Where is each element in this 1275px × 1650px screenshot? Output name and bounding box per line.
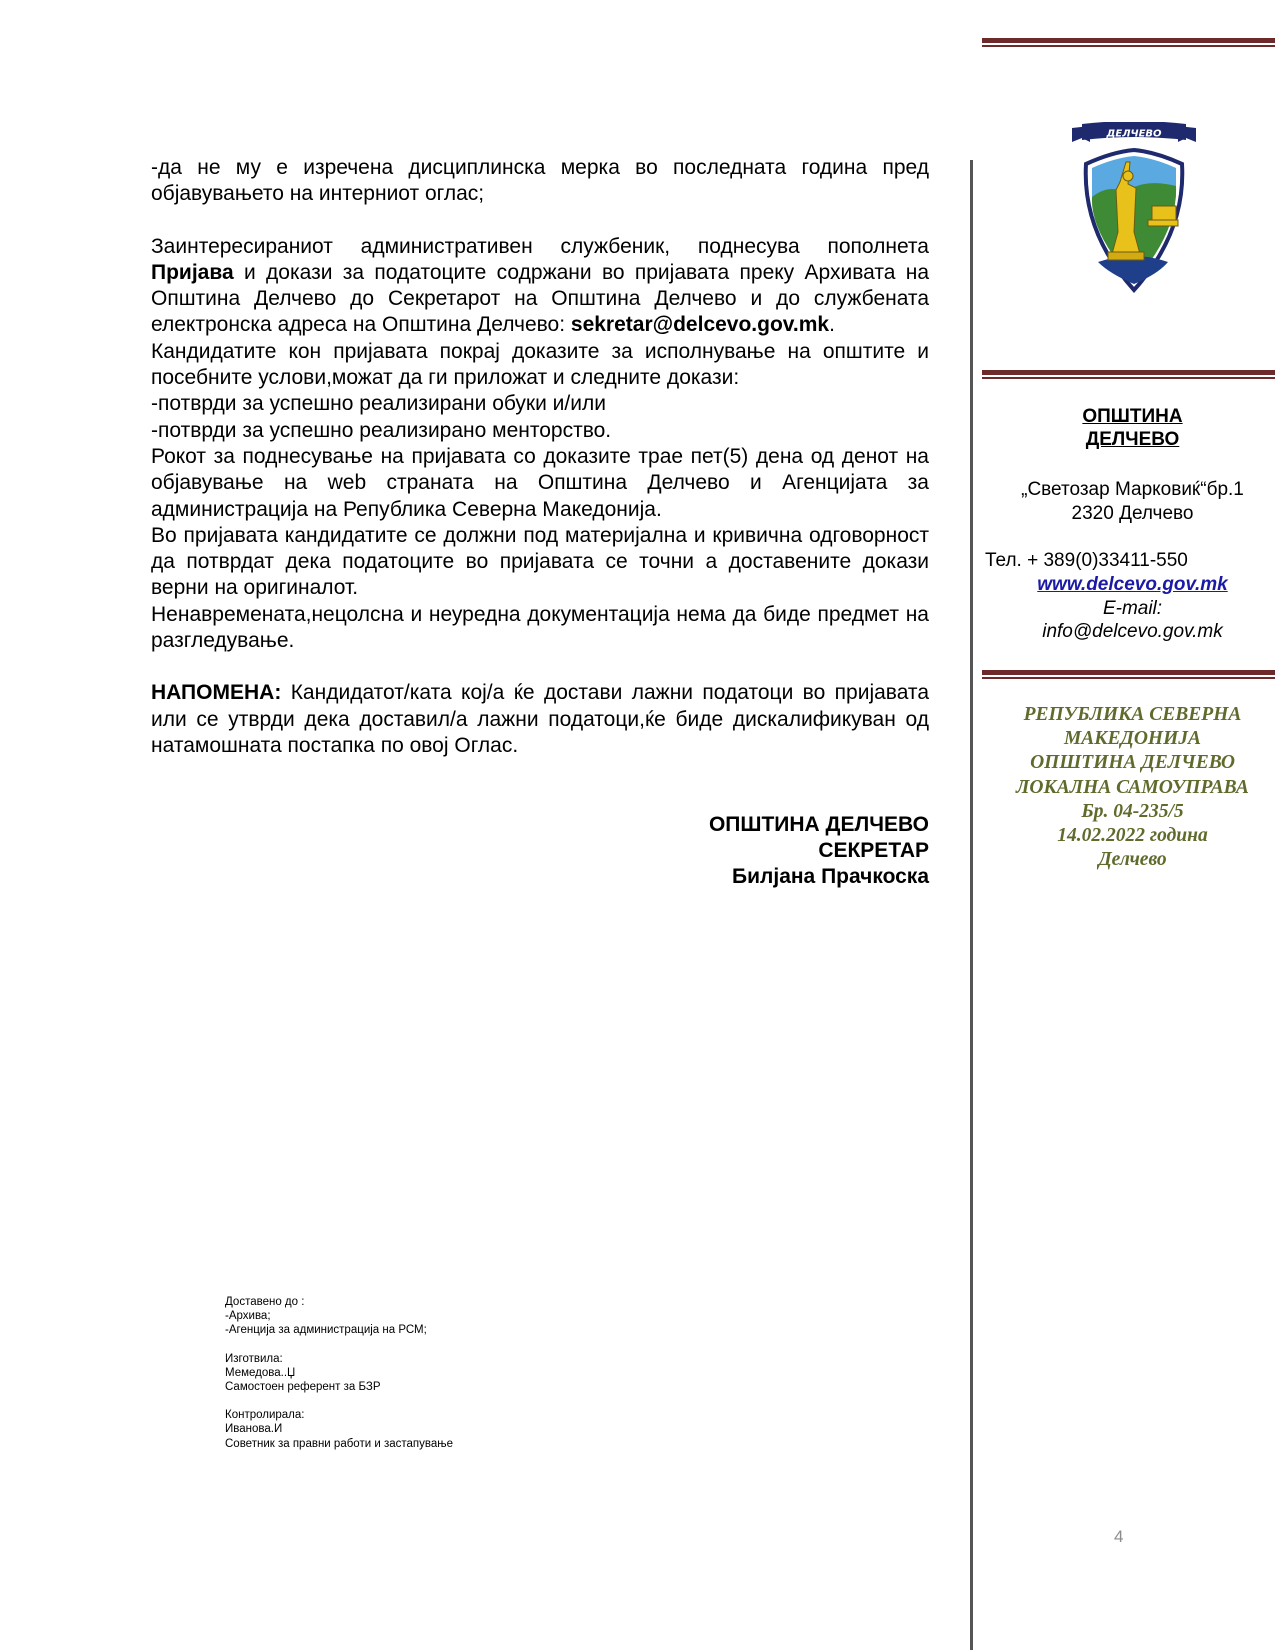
sidebar-address [990, 478, 1275, 525]
logo-banner-text: ДЕЛЧЕВО [1106, 128, 1162, 140]
prepared-name: Мемедова..Џ [225, 1366, 296, 1379]
stamp-line-5: Бр. 04-235/5 [1081, 800, 1184, 822]
paragraph-incomplete-docs: Ненавремената,нецолсна и неуредна документација нема да биде предмет на разгледување. [151, 602, 929, 653]
paragraph-liability: Во пријавата кандидатите се должни под материјална и кривична одговорност да потврдат дека податоците во пријавата се точни а доставените докази верни на оригиналот. [151, 523, 929, 600]
list-item-mentorship: -потврди за успешно реализирано менторство. [151, 418, 612, 442]
stamp-line-7: Делчево [1098, 849, 1167, 871]
signature-org: ОПШТИНА ДЕЛЧЕВО [708, 813, 929, 836]
note-label: НАПОМЕНА: [151, 681, 282, 705]
email-address[interactable]: info@delcevo.gov.mk [1042, 621, 1223, 642]
stamp-line-6: 14.02.2022 година [1057, 825, 1208, 847]
delivered-label: Доставено до : [225, 1296, 305, 1308]
email-label: E-mail: [1102, 597, 1163, 619]
header-rule [982, 38, 1275, 47]
sidebar-phone: Тел. + 389(0)33411-550 [985, 550, 1188, 571]
sidebar-org-name [1020, 405, 1245, 451]
sidebar-contact [990, 573, 1275, 644]
address-street: „Светозар Марковиќ“бр.1 [1021, 479, 1244, 500]
prepared-label: Изготвила: [225, 1352, 283, 1365]
secretary-email[interactable]: sekretar@delcevo.gov.mk [570, 313, 830, 337]
delivered-item-1: -Архива; [225, 1310, 271, 1323]
controlled-label: Контролирала: [225, 1409, 305, 1422]
sidebar-rule-lower [982, 670, 1275, 679]
signature-title: СЕКРЕТАР [818, 839, 929, 862]
controlled-name: Иванова.И [225, 1423, 283, 1436]
distribution-footnote [225, 1295, 453, 1451]
sidebar-rule-middle [982, 370, 1275, 379]
address-city: 2320 Делчево [1071, 502, 1194, 524]
document-body [151, 155, 929, 759]
paragraph-note: НАПОМЕНА: Кандидатот/ката кој/а ќе достави лажни податоци во пријавата или се утврди дека доставил/а лажни податоци,ќе биде дискалификуван од натамошната постапка по овој Оглас. [151, 681, 929, 757]
stamp-line-2: МАКЕДОНИЈА [1063, 728, 1202, 750]
controlled-role: Советник за правни работи и застапување [225, 1437, 453, 1450]
stamp-line-1: РЕПУБЛИКА СЕВЕРНА [1023, 704, 1242, 725]
paragraph-deadline: Рокот за поднесување на пријавата со доказите трае пет(5) дена од денот на објавување на web страната на Општина Делчево и Агенцијата за администрација на Република Северна Македонија. [151, 444, 929, 521]
page-divider [970, 160, 973, 1650]
coat-of-arms-logo [1068, 122, 1200, 297]
prepared-role: Самостоен референт за БЗР [225, 1381, 381, 1394]
paragraph-additional-evidence: Кандидатите кон пријавата покрај доказите за исполнување на општите и посебните услови,можат да ги приложат и следните докази: [151, 339, 929, 390]
sidebar-org-line1: ОПШТИНА [1082, 406, 1183, 427]
stamp-line-4: ЛОКАЛНА САМОУПРАВА [1016, 776, 1249, 798]
signature-block [600, 812, 929, 890]
delivered-item-2: -Агенција за администрација на РСМ; [225, 1324, 427, 1337]
stamp-line-3: ОПШТИНА ДЕЛЧЕВО [1030, 752, 1235, 774]
signature-name: Билјана Прачкоска [732, 865, 929, 888]
website-link[interactable]: www.delcevo.gov.mk [1037, 574, 1228, 595]
paragraph-disciplinary: -да не му е изречена дисциплинска мерка во последната година пред објавувањето на интерниот оглас; [151, 156, 929, 206]
application-term: Пријава [151, 260, 234, 284]
page-number: 4 [1114, 1527, 1124, 1546]
paragraph-application: Заинтересираниот административен службеник, поднесува пополнета Пријава и докази за податоците содржани во пријавата преку Архивата на Општина Делчево до Секретарот на Општина Делчево и до службената електронска адреса на Општина Делчево: sekretar@delcevo.gov.mk. [151, 234, 929, 337]
list-item-trainings: -потврди за успешно реализирани обуки и/или [151, 392, 606, 416]
sidebar-org-line2: ДЕЛЧЕВО [1085, 429, 1180, 450]
registration-stamp [990, 703, 1275, 872]
